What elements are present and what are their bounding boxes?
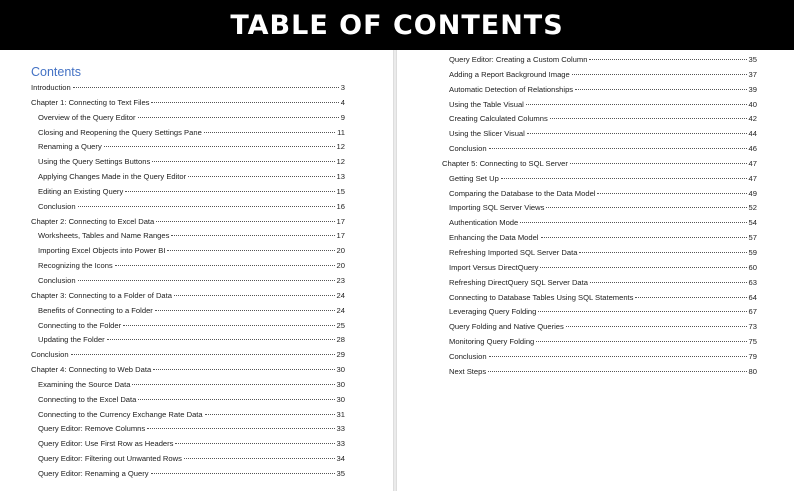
toc-entry-page: 47 [748, 173, 757, 183]
toc-entry-page: 57 [748, 233, 757, 243]
toc-entry-title: Authentication Mode [449, 218, 519, 228]
toc-entry-title: Query Editor: Use First Row as Headers [38, 439, 174, 449]
toc-entry[interactable] [442, 248, 757, 263]
toc-entry-page: 39 [748, 84, 757, 94]
toc-entry-page: 28 [336, 335, 345, 345]
toc-entry[interactable] [31, 202, 345, 217]
dot-leader [538, 311, 746, 312]
dot-leader [125, 191, 334, 192]
toc-entry-page: 24 [336, 290, 345, 300]
toc-entry-title: Chapter 5: Connecting to SQL Server [442, 158, 568, 168]
toc-entry-page: 75 [748, 337, 757, 347]
toc-entry-page: 46 [748, 144, 757, 154]
toc-entry-page: 60 [748, 262, 757, 272]
toc-entry-page: 17 [336, 216, 345, 226]
toc-entry-title: Conclusion [449, 351, 487, 361]
toc-entry-title: Closing and Reopening the Query Settings Pane [38, 127, 202, 137]
toc-entry[interactable] [31, 172, 345, 187]
toc-entry-title: Chapter 2: Connecting to Excel Data [31, 216, 155, 226]
toc-entry[interactable] [442, 114, 757, 129]
toc-entry-page: 24 [336, 305, 345, 315]
toc-entry[interactable] [442, 293, 757, 308]
toc-entry-page: 59 [748, 247, 757, 257]
toc-list-left [31, 83, 345, 484]
toc-entry-title: Using the Table Visual [449, 99, 524, 109]
dot-leader [546, 207, 746, 208]
dot-leader [115, 265, 335, 266]
dot-leader [536, 341, 746, 342]
toc-entry-page: 9 [340, 112, 345, 122]
dot-leader [489, 356, 747, 357]
dot-leader [147, 428, 334, 429]
toc-entry-page: 52 [748, 203, 757, 213]
toc-entry-title: Worksheets, Tables and Name Ranges [38, 231, 170, 241]
dot-leader [597, 193, 746, 194]
toc-entry[interactable] [442, 307, 757, 322]
dot-leader [156, 221, 334, 222]
dot-leader [501, 178, 747, 179]
toc-entry-title: Creating Calculated Columns [449, 114, 548, 124]
dot-leader [520, 222, 746, 223]
toc-entry[interactable] [442, 129, 757, 144]
toc-entry-page: 3 [340, 83, 345, 92]
dot-leader [184, 458, 335, 459]
toc-entry-page: 13 [336, 172, 345, 182]
toc-entry-title: Connecting to the Folder [38, 320, 122, 330]
toc-entry[interactable] [442, 218, 757, 233]
toc-entry-title: Editing an Existing Query [38, 186, 124, 196]
toc-entry[interactable] [31, 424, 345, 439]
toc-entry-page: 44 [748, 129, 757, 139]
toc-entry-title: Conclusion [449, 144, 487, 154]
toc-entry-title: Query Editor: Remove Columns [38, 424, 146, 434]
toc-entry-title: Importing SQL Server Views [449, 203, 545, 213]
toc-entry-title: Query Editor: Filtering out Unwanted Rows [38, 454, 182, 464]
toc-entry-page: 67 [748, 307, 757, 317]
toc-entry-page: 23 [336, 275, 345, 285]
toc-entry[interactable] [442, 233, 757, 248]
toc-entry-page: 37 [748, 69, 757, 79]
toc-entry-page: 20 [336, 261, 345, 271]
toc-entry-title: Import Versus DirectQuery [449, 262, 539, 272]
dot-leader [104, 146, 335, 147]
toc-entry-title: Applying Changes Made in the Query Editor [38, 172, 187, 182]
toc-entry-title: Conclusion [31, 350, 69, 360]
toc-entry[interactable] [31, 380, 345, 395]
dot-leader [138, 117, 339, 118]
dot-leader [572, 74, 747, 75]
toc-entry-title: Conclusion [38, 201, 76, 211]
toc-entry-page: 35 [336, 468, 345, 478]
toc-entry-title: Renaming a Query [38, 142, 102, 152]
toc-entry[interactable] [31, 142, 345, 157]
toc-entry[interactable] [442, 203, 757, 218]
toc-entry[interactable] [442, 55, 757, 70]
toc-entry-title: Connecting to the Currency Exchange Rate Data [38, 409, 203, 419]
dot-leader [589, 59, 746, 60]
toc-entry[interactable] [31, 98, 345, 113]
dot-leader [175, 443, 334, 444]
dot-leader [575, 89, 746, 90]
toc-entry-page: 80 [748, 366, 757, 376]
toc-entry-page: 20 [336, 246, 345, 256]
toc-entry-title: Leveraging Query Folding [449, 307, 537, 317]
toc-entry[interactable] [442, 70, 757, 85]
toc-entry[interactable] [31, 439, 345, 454]
toc-entry[interactable] [31, 276, 345, 291]
toc-entry-page: 33 [336, 424, 345, 434]
dot-leader [132, 384, 334, 385]
toc-entry-title: Using the Slicer Visual [449, 129, 525, 139]
left-page [0, 50, 393, 491]
toc-entry-page: 17 [336, 231, 345, 241]
dot-leader [78, 280, 335, 281]
toc-entry-title: Chapter 1: Connecting to Text Files [31, 97, 150, 107]
dot-leader [570, 163, 747, 164]
dot-leader [489, 148, 747, 149]
toc-entry[interactable] [31, 113, 345, 128]
toc-entry-title: Automatic Detection of Relationships [449, 84, 574, 94]
toc-entry[interactable] [31, 83, 345, 98]
toc-entry-page: 35 [748, 55, 757, 64]
dot-leader [71, 354, 335, 355]
toc-entry-title: Examining the Source Data [38, 379, 131, 389]
toc-entry-page: 25 [336, 320, 345, 330]
toc-entry[interactable] [31, 187, 345, 202]
toc-entry-title: Connecting to Database Tables Using SQL Statements [449, 292, 634, 302]
toc-entry-page: 63 [748, 277, 757, 287]
dot-leader [78, 206, 335, 207]
toc-entry-page: 4 [340, 97, 345, 107]
contents-heading: Contents [31, 65, 82, 79]
toc-entry-title: Query Editor: Renaming a Query [38, 468, 149, 478]
toc-entry[interactable] [31, 157, 345, 172]
toc-entry-title: Query Folding and Native Queries [449, 322, 564, 332]
dot-leader [153, 369, 334, 370]
toc-entry[interactable] [31, 217, 345, 232]
toc-entry-title: Adding a Report Background Image [449, 69, 570, 79]
toc-entry-page: 15 [336, 186, 345, 196]
toc-entry-title: Recognizing the Icons [38, 261, 113, 271]
toc-entry-page: 64 [748, 292, 757, 302]
toc-entry-page: 12 [336, 157, 345, 167]
dot-leader [174, 295, 335, 296]
toc-entry-title: Chapter 4: Connecting to Web Data [31, 365, 152, 375]
dot-leader [635, 297, 746, 298]
dot-leader [171, 235, 334, 236]
toc-entry[interactable] [442, 337, 757, 352]
dot-leader [155, 310, 335, 311]
toc-entry-title: Next Steps [449, 366, 487, 376]
toc-entry-page: 30 [336, 379, 345, 389]
toc-entry-page: 34 [336, 454, 345, 464]
toc-entry-title: Refreshing DirectQuery SQL Server Data [449, 277, 588, 287]
toc-entry-title: Benefits of Connecting to a Folder [38, 305, 153, 315]
toc-entry-page: 79 [748, 351, 757, 361]
toc-entry-page: 33 [336, 439, 345, 449]
dot-leader [123, 325, 334, 326]
right-page [397, 50, 794, 491]
toc-entry[interactable] [31, 365, 345, 380]
toc-entry-page: 42 [748, 114, 757, 124]
toc-entry-title: Enhancing the Data Model [449, 233, 539, 243]
toc-entry-title: Updating the Folder [38, 335, 105, 345]
dot-leader [579, 252, 746, 253]
toc-entry-page: 40 [748, 99, 757, 109]
toc-entry[interactable] [442, 278, 757, 293]
title-banner [0, 0, 794, 50]
toc-entry-title: Using the Query Settings Buttons [38, 157, 151, 167]
toc-entry[interactable] [31, 231, 345, 246]
toc-entry[interactable] [442, 189, 757, 204]
toc-entry[interactable] [31, 128, 345, 143]
dot-leader [151, 473, 335, 474]
toc-entry[interactable] [31, 395, 345, 410]
toc-entry-page: 30 [336, 394, 345, 404]
dot-leader [73, 87, 339, 88]
toc-entry-page: 49 [748, 188, 757, 198]
toc-entry[interactable] [442, 174, 757, 189]
toc-entry[interactable] [442, 100, 757, 115]
toc-entry-title: Monitoring Query Folding [449, 337, 535, 347]
dot-leader [188, 176, 334, 177]
dot-leader [107, 339, 335, 340]
toc-list-right [442, 55, 757, 382]
toc-entry[interactable] [31, 321, 345, 336]
toc-entry-title: Conclusion [38, 275, 76, 285]
toc-entry[interactable] [31, 410, 345, 425]
toc-entry[interactable] [442, 159, 757, 174]
toc-entry-title: Chapter 3: Connecting to a Folder of Data [31, 290, 172, 300]
toc-entry[interactable] [442, 322, 757, 337]
toc-entry-page: 54 [748, 218, 757, 228]
toc-entry-title: Connecting to the Excel Data [38, 394, 137, 404]
banner-title: TABLE OF CONTENTS [230, 9, 564, 41]
toc-entry-title: Overview of the Query Editor [38, 112, 136, 122]
toc-entry[interactable] [31, 454, 345, 469]
dot-leader [138, 399, 334, 400]
dot-leader [151, 102, 338, 103]
dot-leader [152, 161, 334, 162]
toc-entry-title: Comparing the Database to the Data Model [449, 188, 596, 198]
toc-entry-page: 12 [336, 142, 345, 152]
toc-entry[interactable] [31, 261, 345, 276]
dot-leader [488, 371, 746, 372]
toc-entry[interactable] [442, 144, 757, 159]
toc-entry-page: 11 [337, 127, 345, 137]
toc-entry[interactable] [31, 306, 345, 321]
toc-entry[interactable] [442, 85, 757, 100]
dot-leader [541, 237, 747, 238]
toc-entry[interactable] [31, 246, 345, 261]
toc-entry[interactable] [442, 352, 757, 367]
toc-entry[interactable] [442, 367, 757, 382]
toc-entry-title: Refreshing Imported SQL Server Data [449, 247, 578, 257]
toc-entry-title: Getting Set Up [449, 173, 499, 183]
toc-entry-page: 47 [748, 158, 757, 168]
toc-entry-page: 29 [336, 350, 345, 360]
dot-leader [167, 250, 334, 251]
toc-entry[interactable] [31, 350, 345, 365]
toc-entry-title: Query Editor: Creating a Custom Column [449, 55, 588, 64]
dot-leader [204, 132, 335, 133]
dot-leader [566, 326, 747, 327]
dot-leader [590, 282, 747, 283]
toc-entry[interactable] [442, 263, 757, 278]
dot-leader [205, 414, 335, 415]
toc-entry-page: 31 [336, 409, 345, 419]
dot-leader [527, 133, 747, 134]
toc-entry-page: 16 [336, 201, 345, 211]
dot-leader [540, 267, 746, 268]
toc-entry[interactable] [31, 335, 345, 350]
toc-entry[interactable] [31, 291, 345, 306]
dot-leader [550, 118, 747, 119]
toc-entry-title: Importing Excel Objects into Power BI [38, 246, 166, 256]
toc-entry-page: 73 [748, 322, 757, 332]
toc-entry-page: 30 [336, 365, 345, 375]
dot-leader [526, 104, 747, 105]
toc-entry[interactable] [31, 469, 345, 484]
toc-entry-title: Introduction [31, 83, 71, 92]
